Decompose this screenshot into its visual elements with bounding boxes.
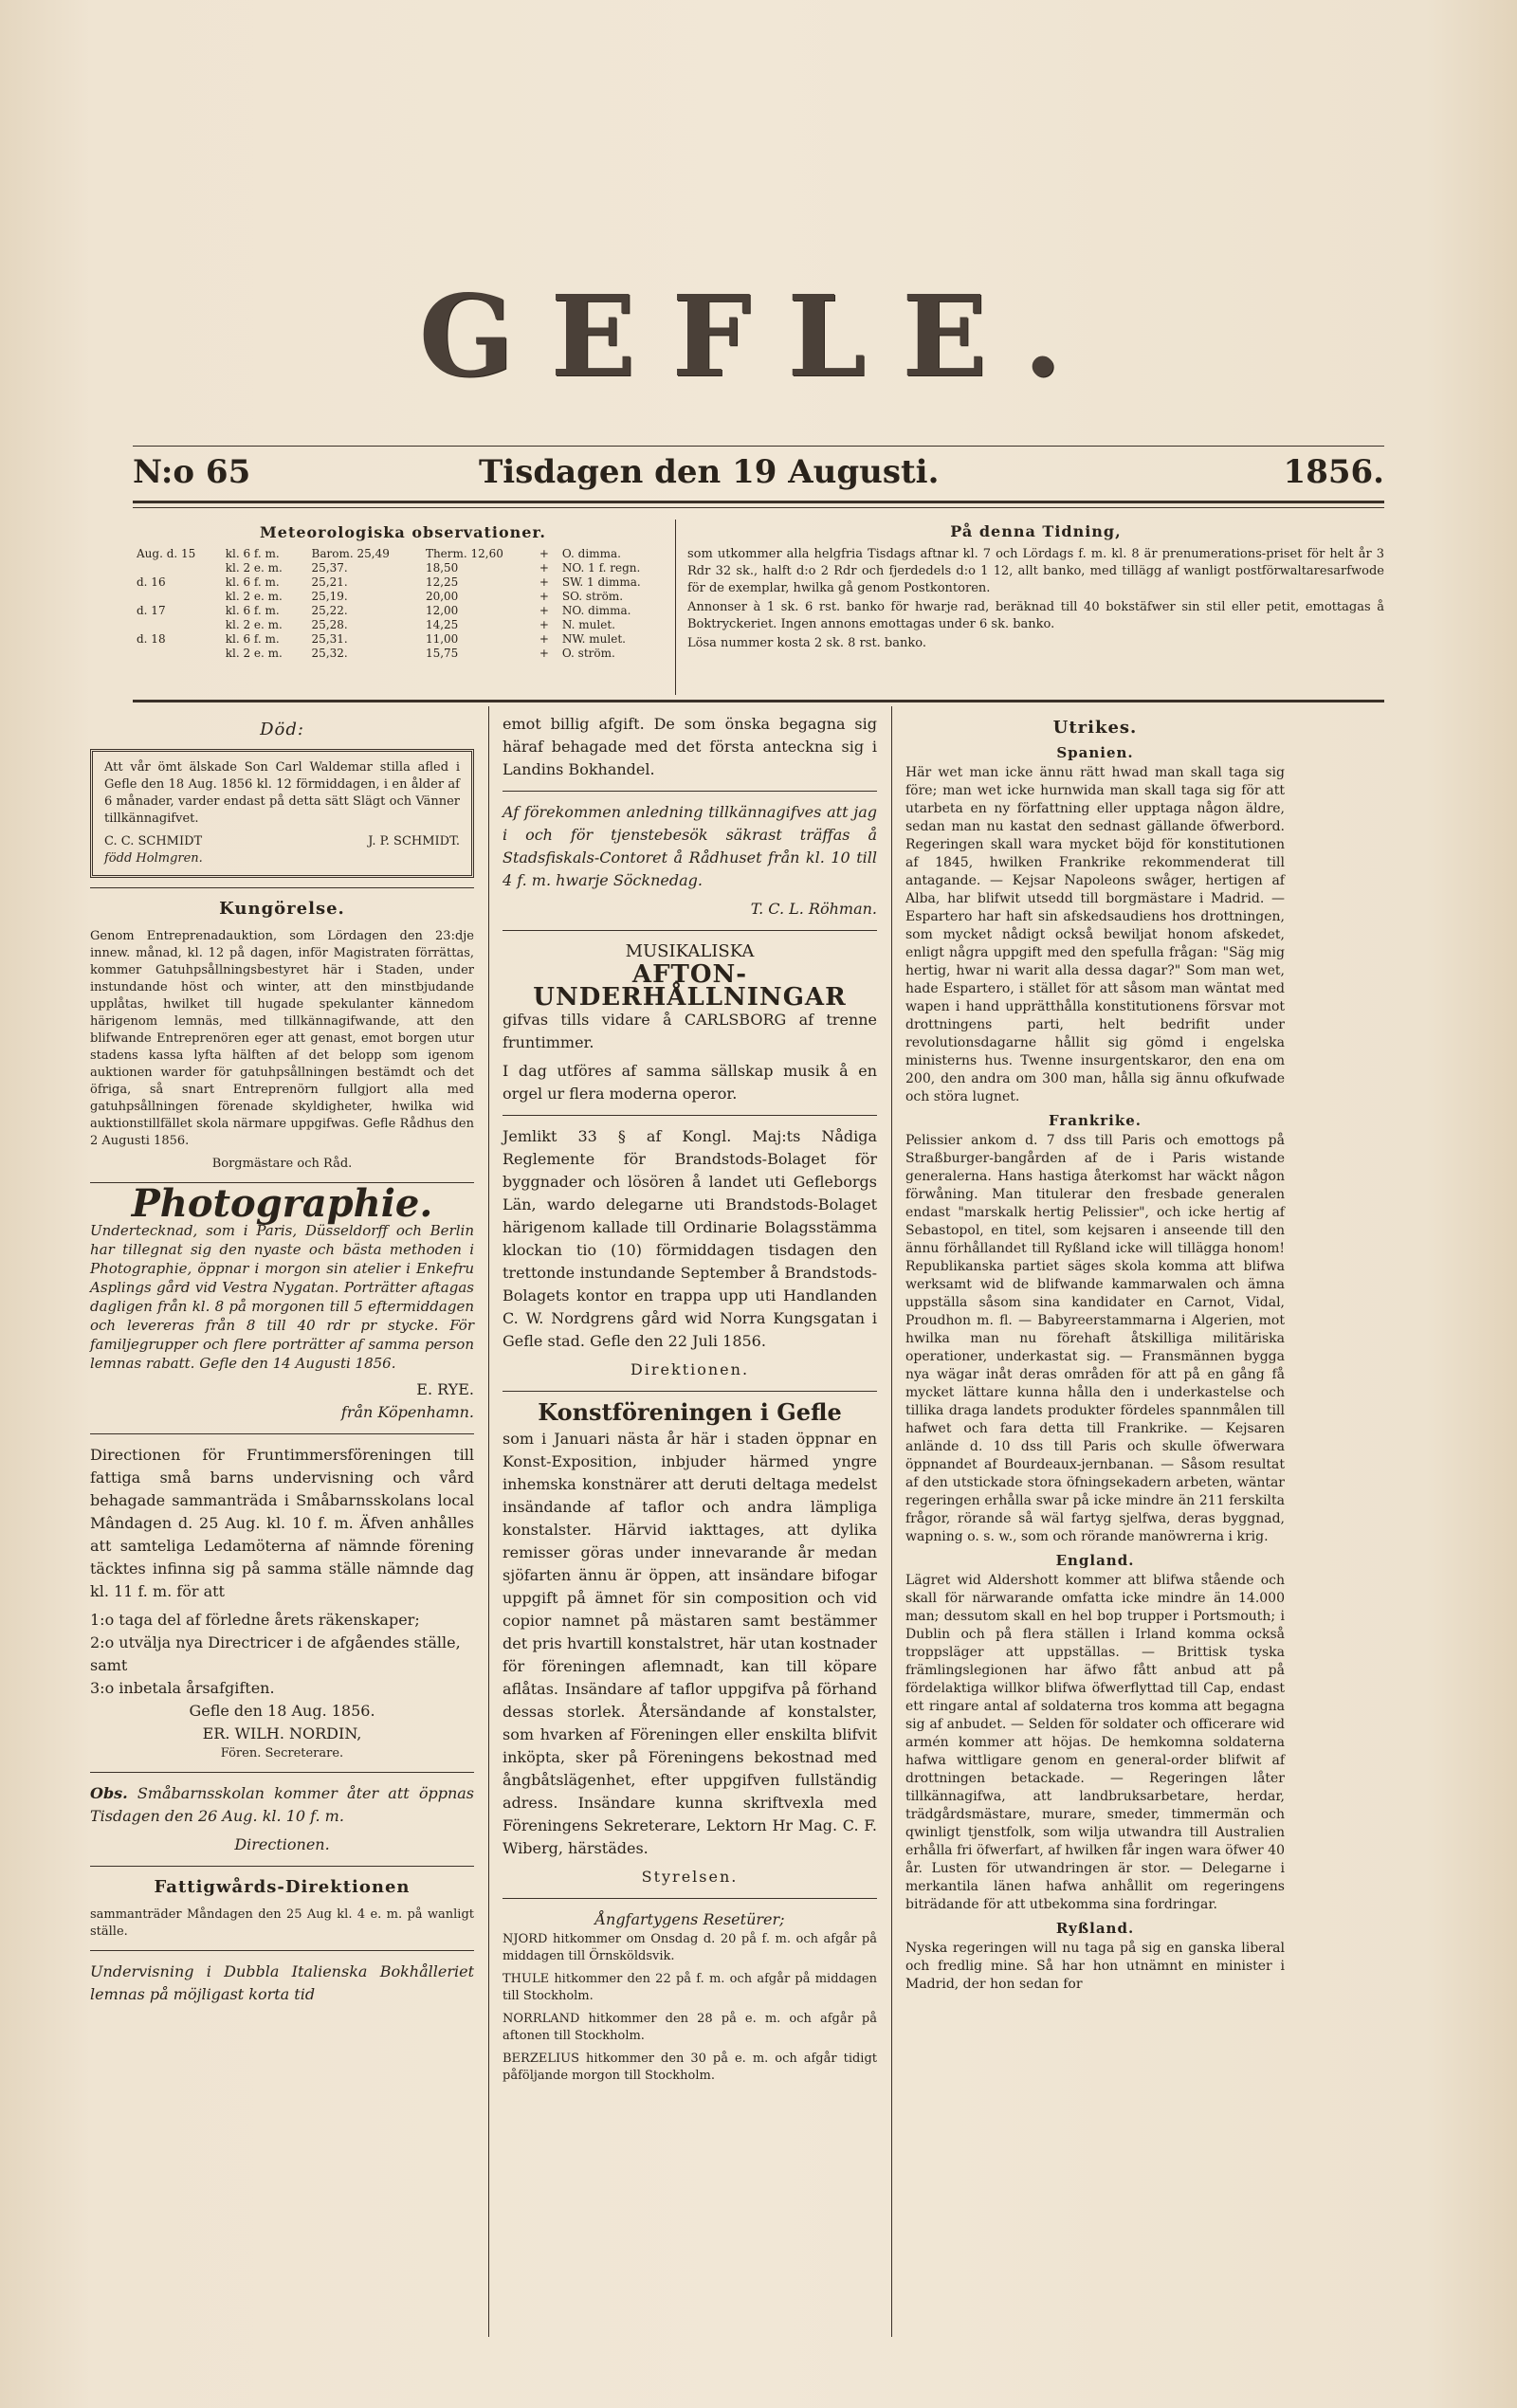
death-sign-mother: C. C. SCHMIDT: [104, 834, 203, 848]
meteo-cell-day: [133, 618, 222, 632]
meteo-cell-therm: 12,25: [425, 575, 459, 589]
dateline-rule-thin: [133, 507, 1384, 508]
meteo-cell-sign: +: [539, 575, 549, 589]
meteo-cell-time: kl. 6 f. m.: [225, 575, 280, 589]
meteo-cell-baro: 25,31.: [311, 632, 348, 646]
obs-sign: Directionen.: [234, 1835, 330, 1853]
ang-item-1: NJORD hitkommer om Onsdag d. 20 på f. m. och afgår på middagen till Örnsköldsvik.: [503, 1932, 877, 1963]
issue-date: Tisdagen den 19 Augusti.: [479, 453, 940, 491]
col-divider-2: [891, 706, 892, 2337]
sep-6: [90, 1950, 474, 1951]
ang-item-3: NORRLAND hitkommer den 28 på e. m. och afgår på aftonen till Stockholm.: [503, 2012, 877, 2043]
england-text: Lägret wid Aldershott kommer att blifwa stående och skall för närwarande omfatta icke mindre än 14.000 man; dessutom skall en hel bop trupper i Portsmouth; i Dublin och på flera ställen i Irland komma också troppsläger att uppställas. — Brittisk tyska främlingslegionen har äfwo fått anbud att på fördelaktiga willkor blifwa öfwerflyttad till Cap, endast ett ringare antal af soldaterna tros komma att begagna sig af anbudet. — Selden för soldater och officerare wid armén kommer att höjas. De hemkomna soldaterna hafwa wittligare genom en general-order blifwit af drottningen betackade. — Regeringen låter tillkännagifwa, att landbruksarbetare, herdar, trädgårdsmästare, murare, smeder, timmermän och qwinligt tjenstfolk, som wilja utwandra till Australien erhålla fri öfwerfart, af hwilken får ingen wara öfwer 40 år. Lusten för utwandringen är stor. — Delegarne i merkantila länen hafwa anhållit om regeringens biträdande för att utbekomma sina fordringar.: [905, 1573, 1285, 1912]
meteo-cell-baro: 25,28.: [311, 618, 348, 631]
meteo-cell-baro: 25,21.: [311, 575, 348, 589]
meteo-row: [133, 647, 673, 661]
meteo-cell-day: [133, 647, 222, 661]
meteo-cell-time: kl. 2 e. m.: [225, 647, 283, 660]
meteo-cell-sign: +: [539, 604, 549, 617]
fattig-heading: Fattigwårds-Direktionen: [154, 1877, 411, 1897]
spanien-heading: Spanien.: [1056, 744, 1134, 761]
fr-date: Gefle den 18 Aug. 1856.: [189, 1702, 375, 1720]
meteo-cell-sign: +: [539, 647, 549, 660]
brandstod-text: Jemlikt 33 § af Kongl. Maj:ts Nådiga Reglemente för Brandstods-Bolaget för byggnader och lösören å landet uti Gefleborgs Län, wardo delegarne uti Brandstods-Bolaget härigenom kallade till Ordinarie Bolagsstämma klockan tio (10) förmiddagen tisdagen den trettonde instundande September å Brandstods-Bolagets kontor en trappa upp uti Handlanden C. W. Nordgrens gård wid Norra Kungsgatan i Gefle stad. Gefle den 22 Juli 1856.: [503, 1127, 877, 1350]
meteo-cell-baro: 25,32.: [311, 647, 348, 660]
frankrike-text: Pelissier ankom d. 7 dss till Paris och emottogs på Straßburger-bangården af de i Paris wistande generalerna. Hans hastiga återkomst har wäckt någon förwåning. Man titulerar den fresbade generalen endast "marskalk hertig Pelissier", och icke hertig af Sebastopol, en titel, som kejsaren i anseende till den ännu förhållandet till Ryßland icke will tillägga honom! Republikanska partiet säges skola komma att blifwa werksamt wid de blifwande kammarwalen och ämna uppställa såsom sina kandidater en Carnot, Vidal, Proudhon m. fl. — Babyreerstammarna i Algerien, mot hwilka man nu förehaft åtskilliga militäriska operationer, underkastat sig. — Fransmännen bygga nya wägar inåt deras områden för att på en gång få mycket lättare kunna hålla den i underkastelse och tillika draga landets produkter fördeles spannmålen till hafwet och fara detta till Frankrike. — Kejsaren anlände d. 10 dss till Paris och skulle öfwerwara öppnandet af Bourdeaux-jernbanan. — Såsom resultat af den utstickade stora öfningsekadern arbeten, wäntar regeringen erhålla swar på icke mindre än 211 ferskilta frågor, rörande så wäl fartyg sjelfwa, deras byggnad, wapning o. s. w., som och rörande manöwrerna i krig.: [905, 1133, 1285, 1544]
meteo-cell-sign: +: [539, 618, 549, 631]
meteo-cell-day: d. 18: [137, 632, 166, 646]
meteo-cell-day: d. 17: [137, 604, 166, 617]
top-rule: [133, 446, 1384, 447]
musik-label: MUSIKALISKA: [625, 941, 755, 961]
fr-item-1: 1:o taga del af förledne årets räkenskaper;: [90, 1611, 420, 1629]
fr-sign: ER. WILH. NORDIN,: [202, 1724, 362, 1742]
meteo-cell-wind: NO. 1 f. regn.: [561, 561, 641, 575]
death-heading: Död:: [260, 720, 304, 739]
meteo-row: [133, 618, 673, 632]
column-2: [503, 713, 877, 2090]
issue-year: 1856.: [1283, 453, 1384, 491]
ryssland-text: Nyska regeringen will nu taga på sig en ganska liberal och fredlig mine. Så har hon utnämnt en minister i Madrid, der hon sedan for: [905, 1941, 1285, 1992]
photo-sign: E. RYE.: [416, 1380, 474, 1398]
photo-title: Photographie.: [131, 1181, 433, 1226]
meteo-cell-wind: O. dimma.: [561, 547, 621, 560]
col-divider-1: [488, 706, 489, 2337]
dateline-rule: [133, 501, 1384, 503]
fr-item-3: 3:o inbetala årsafgiften.: [90, 1679, 275, 1697]
musik-title: AFTON-UNDERHÅLLNINGAR: [533, 960, 847, 1012]
meteo-cell-wind: NO. dimma.: [561, 604, 631, 617]
sep-1: [90, 887, 474, 888]
meteo-cell-wind: N. mulet.: [561, 618, 615, 631]
meteo-row: [133, 604, 673, 618]
konst-title: Konstföreningen i Gefle: [538, 1398, 842, 1426]
column-3: [905, 713, 1285, 1999]
death-notice: [90, 749, 474, 878]
meteo-cell-time: kl. 6 f. m.: [225, 547, 280, 560]
meteo-cell-time: kl. 2 e. m.: [225, 561, 283, 575]
meteo-cell-time: kl. 2 e. m.: [225, 590, 283, 603]
sep-c2-5: [503, 1898, 877, 1899]
obs-label: Obs.: [90, 1784, 128, 1802]
undervis-text: Undervisning i Dubbla Italienska Bokhålleriet lemnas på möjligast korta tid: [90, 1962, 474, 2003]
photo-text: Undertecknad, som i Paris, Düsseldorff och Berlin har tillegnat sig den nyaste och bästa methoden i Photographie, öppnar i morgon sin atelier i Enkefru Asplings gård vid Vestra Nygatan. Porträtter aftagas dagligen från kl. 8 på morgonen till 5 eftermiddagen och levereras från 8 till 40 rdr pr stycke. För familjegrupper och flere porträtter af samma person lemnas rabatt. Gefle den 14 Augusti 1856.: [90, 1222, 474, 1372]
photo-sign-2: från Köpenhamn.: [340, 1403, 474, 1421]
meteo-row: [133, 547, 673, 561]
fattig-text: sammanträder Måndagen den 25 Aug kl. 4 e. m. på wanligt ställe.: [90, 1907, 474, 1939]
meteo-cell-sign: +: [539, 561, 549, 575]
sep-c2-4: [503, 1391, 877, 1392]
musik-text: gifvas tills vidare å CARLSBORG af trenne fruntimmer.: [503, 1011, 877, 1051]
meteo-row: [133, 575, 673, 590]
meteo-cell-wind: SW. 1 dimma.: [561, 575, 641, 589]
meteo-cell-sign: +: [539, 632, 549, 646]
meteo-cell-therm: 14,25: [425, 618, 459, 631]
subscription-notice: [687, 520, 1384, 652]
utrikes-heading: Utrikes.: [1052, 718, 1138, 738]
meteo-cell-day: d. 16: [137, 575, 166, 589]
meteo-cell-baro: Barom. 25,49: [311, 547, 390, 560]
konst-text: som i Januari nästa år här i staden öppnar en Konst-Exposition, inbjuder härmed yngre inhemska konstnärer att deruti deltaga medelst insändande af taflor och andra lämpliga konstalster. Härvid iakttages, att dylika remisser göras under innevarande år medan sjöfarten ännu är öppen, att insändare bifogar uppgift på ämnet för sin composition och vid copior namnet på mästaren samt bestämmer det pris hvartill konstalstret, här utan kostnader för föreningen aflemnadt, kan till köpare aflåtas. Insändare af taflor uppgifva på förhand dessas storlek. Återsändande af konstalster, som hvarken af Föreningen eller enskilta blifvit inköpta, sker på Föreningens bekostnad med ångbåtslägenhet, efter uppgifven fullständig adress. Insändare kunna skriftvexla med Föreningens Sekreterare, Lektorn Hr Mag. C. F. Wiberg, härstädes.: [503, 1430, 877, 1857]
meteo-cell-day: [133, 561, 222, 575]
meteo-cell-time: kl. 6 f. m.: [225, 632, 280, 646]
issue-number: N:o 65: [133, 453, 251, 491]
kungorelse-heading: Kungörelse.: [219, 899, 345, 919]
sep-c2-1: [503, 791, 877, 792]
musik-text-2: I dag utföres af samma sällskap musik å en orgel ur flera moderna operor.: [503, 1062, 877, 1103]
meteo-cell-therm: 15,75: [425, 647, 459, 660]
england-heading: England.: [1055, 1552, 1135, 1569]
meteo-row: [133, 590, 673, 604]
brandstod-sign: Direktionen.: [630, 1360, 750, 1378]
death-sign-mother-born: född Holmgren.: [104, 851, 203, 866]
sep-c2-3: [503, 1115, 877, 1116]
meteo-cell-wind: SO. ström.: [561, 590, 624, 603]
meteo-cell-sign: +: [539, 547, 549, 560]
masthead-title: GEFLE.: [418, 270, 1099, 402]
meteo-cell-time: kl. 6 f. m.: [225, 604, 280, 617]
meteo-table: [133, 547, 673, 661]
sep-5: [90, 1866, 474, 1867]
meteo-cell-time: kl. 2 e. m.: [225, 618, 283, 631]
ang-item-2: THULE hitkommer den 22 på f. m. och afgår på middagen till Stockholm.: [503, 1972, 877, 2003]
konst-sign: Styrelsen.: [641, 1868, 739, 1886]
ang-heading: Ångfartygens Resetürer;: [594, 1910, 785, 1928]
meteo-cell-baro: 25,37.: [311, 561, 348, 575]
death-text: Att vår ömt älskade Son Carl Waldemar stilla afled i Gefle den 18 Aug. 1856 kl. 12 förmiddagen, i en ålder af 6 månader, varder endast på detta sätt Slägt och Vänner tillkännagifvet.: [104, 760, 460, 826]
meteo-row: [133, 632, 673, 647]
sep-3: [90, 1433, 474, 1434]
meteo-cell-therm: 11,00: [425, 632, 459, 646]
meteo-row: [133, 561, 673, 575]
kungorelse-sign: Borgmästare och Råd.: [211, 1157, 353, 1171]
notice-text-3: Lösa nummer kosta 2 sk. 8 rst. banko.: [687, 636, 926, 650]
notice-text-2: Annonser à 1 sk. 6 rst. banko för hwarje rad, beräknad till 40 bokstäfwer sin stil eller petit, emottagas å Boktryckeriet. Ingen annons emottagas under 6 sk. banko.: [687, 600, 1384, 631]
sep-c2-2: [503, 930, 877, 931]
meteo-cell-baro: 25,19.: [311, 590, 348, 603]
kungorelse-text: Genom Entreprenadauktion, som Lördagen den 23:dje innew. månad, kl. 12 på dagen, inför Magistraten förrättas, kommer Gatuhpsållningsbestyret här i Staden, under instundande höst och winter, att den minstbjudande upplåtas, hwilket till hugade spekulanter kännedom härigenom lemnäs, med tillkännagifwande, att den blifwande Entreprenören eger att genast, emot borgen utur stadens kassa lyfta hälften af det belopp som igenom auktionen warder för gatuhpsållningen bestämdt och det öfriga, så snart Entreprenörn fullgjort alla med gatuhpsållningen förenade skyldigheter, hwilka wid auktionstillfället skola närmare uppgifwas. Gefle Rådhus den 2 Augusti 1856.: [90, 929, 474, 1148]
meteo-cell-sign: +: [539, 590, 549, 603]
sep-4: [90, 1772, 474, 1773]
meteo-cell-therm: 12,00: [425, 604, 459, 617]
fruntimmer-text: Directionen för Fruntimmersföreningen till fattiga små barns undervisning och vård behagade sammanträda i Småbarnsskolans local Mândagen d. 25 Aug. kl. 10 f. m. Äfven anhålles att samteliga Ledamöterna af nämnde förening täcktes infinna sig på samma ställe nämnde dag kl. 11 f. m. för att: [90, 1446, 474, 1600]
section-rule: [133, 700, 1384, 702]
notice-text-1: som utkommer alla helgfria Tisdags aftnar kl. 7 och Lördags f. m. kl. 8 är prenumerations-priset för helt år 3 Rdr 32 sk., halft d:o 2 Rdr och fjerdedels d:o 1 12, allt banko, med tillägg af wanligt postförwaltaresarfwode för de exemplar, hwilka gå genom Postkontoren.: [687, 547, 1384, 595]
fr-item-2: 2:o utvälja nya Directricer i de afgåendes ställe, samt: [90, 1633, 461, 1674]
bokhandel-text: emot billig afgift. De som önska begagna sig häraf behagade med det första anteckna sig i Landins Bokhandel.: [503, 715, 877, 778]
spanien-text: Här wet man icke ännu rätt hwad man skall taga sig före; man wet icke hurnwida man skall taga sig för att utarbeta en ny författning eller upptaga någon äldre, sedan man nu kastat den sednast gällande öfwerbord. Regeringen skall wara mycket böjd för konstitutionen af 1845, hwilken Frankrike rekommenderat till antagande. — Kejsar Napoleons swåger, hertigen af Alba, har blifwit utsedd till borgmästare i Madrid. — Espartero har haft sin afskedsaudiens hos drottningen, som mycket nådigt också bewiljat honom afskedet, enligt några uppgift med den spefulla frågan: "Säg mig hertig, hwar ni warit alla dessa dagar?" Som man wet, hade Espartero, i stället för att såsom man wäntat med wapen i hand upprätthålla konstitutionens försvar mot drottningens parti, helt bedrifit under revolutionsdagarne hållit sig gömd i engelska ministerns hus. Twenne insurgentskaror, den ena om 200, den andra om 300 man, hålla sig ännu ofkufwade och störa lugnet.: [905, 765, 1285, 1104]
death-sign-father: J. P. SCHMIDT.: [368, 834, 460, 848]
fr-sign-2: Fören. Secreterare.: [220, 1746, 344, 1760]
column-1: [90, 713, 474, 2012]
frankrike-heading: Frankrike.: [1048, 1112, 1142, 1129]
meteo-cell-therm: 18,50: [425, 561, 459, 575]
meteo-cell-wind: O. ström.: [561, 647, 615, 660]
meteo-divider: [675, 520, 676, 695]
ryssland-heading: Ryßland.: [1055, 1920, 1135, 1937]
meteo-cell-wind: NW. mulet.: [561, 632, 626, 646]
meteo-cell-baro: 25,22.: [311, 604, 348, 617]
meteo-cell-day: Aug. d. 15: [137, 547, 196, 560]
ang-item-4: BERZELIUS hitkommer den 30 på e. m. och afgår tidigt påföljande morgon till Stockholm.: [503, 2052, 877, 2083]
obs-text: Småbarnsskolan kommer åter att öppnas Tisdagen den 26 Aug. kl. 10 f. m.: [90, 1784, 475, 1825]
notice-heading: På denna Tidning,: [950, 522, 1122, 540]
meteo-cell-therm: Therm. 12,60: [425, 547, 503, 560]
death-signatures: [104, 833, 460, 867]
meteo-heading: Meteorologiska observationer.: [260, 523, 546, 541]
rohman-sign: T. C. L. Röhman.: [750, 900, 877, 918]
meteo-section: [133, 520, 673, 661]
dateline: [133, 453, 1384, 501]
meteo-cell-day: [133, 590, 222, 604]
meteo-cell-therm: 20,00: [425, 590, 459, 603]
rohman-text: Af förekommen anledning tillkännagifves att jag i och för tjenstebesök säkrast träffas å Stadsfiskals-Contoret å Rådhuset från kl. 10 till 4 f. m. hwarje Söcknedag.: [503, 803, 877, 889]
